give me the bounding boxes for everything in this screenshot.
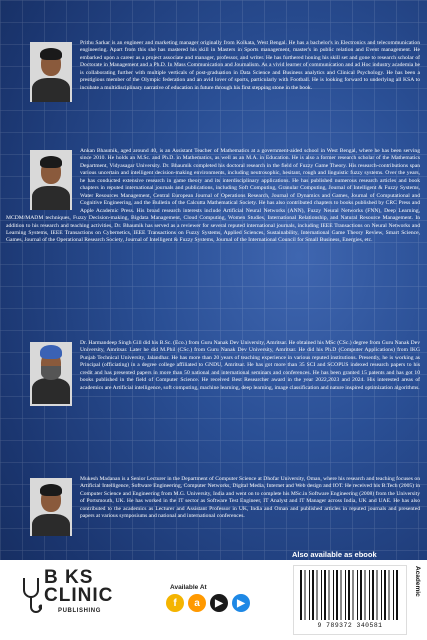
barcode-bar [389,570,390,620]
publisher-logo [16,568,146,632]
author-bio-text: Dr. Harmandeep Singh Gill did his B.Sc. (Eco.) from Guru Nanak Dev University, Amritsar. He obtained his MSc (CSc.) degree from Guru Nanak Dev University, Amritsar. Later he did M.Phil (CSc.) from Guru Nanak Dev University, Amritsar. He did his Ph.D (Computer Applications) from IKG Punjab Technical University, Jalandhar. He has more than 20 years of teaching experience in various reputed institutions. Presently, he is working as Principal (officiating) in a degree college affiliated to GNDU, Amritsar. He has got more than 35 SCI and SCOPUS indexed research papers to his credit and has presented papers in more than 50 national and international seminars and conferences. He has been granted 15 patents and has got 10 books published in the field of Computer Science. He received Best Researcher award in the year 2022,2023 and 2024. His interested areas of academics are Artificial intelligence, soft computing, machine learning, deep learning, image classification and nature inspired optimization algorithms. [80,340,420,391]
author-bio-text: Mukesh Madanan is a Senior Lecturer in the Department of Computer Science at Dhofar University, Oman, where his research and teaching focuses on Artificial Intelligence, Software Engineering, Computer Networks, Digital Media, Internet and Web design and IOT. He received his B.Tech (2005) in Computer Science and Engineering from M.G. University, India and went on to complete his MSc.in Software Engineering (2008) from the University of Portsmouth, UK. He has worked in the IT sector as Software Test Engineer, IT Analyst and IT Manager across India, UK and UAE. He has also contributed to the academics as Lecturer and Assistant Professor in UK, India and Oman and published articles in reputed journals and presented papers at various symposiums and national and international conferences. [80,476,420,520]
available-at-label: Available At [170,584,207,591]
barcode-bar [365,570,366,620]
author-bio-text: Ankan Bhaumik, aged around 40, is an Assistant Teacher of Mathematics at a government-aided school in West Bengal, where he has been serving since 2010. He holds an M.Sc. and Ph.D. in Mathematics, as well as an M.A. in Education. He is also a former research scholar of the Mathematics Department, Vidyasagar University. Dr. Bhaumik completed his doctoral research in the field of Fuzzy Game Theory. His research-contributions span various uncertain and intelligent decision-making environments, including neutrosophic, hesitant, rough and linguistic fuzzy systems. Over the years, he has conducted extensive research in game theory and its interdisciplinary applications. He has published numerous research articles and book chapters in reputed international journals and publications, including Soft Computing, Granular Computing, Journal of Intelligent & Fuzzy Systems, Water Resources Management, Central European Journal of Operations Research, Journal of Dynamics and Games, Journal of Computational and Cognitive Engineering, and the Bulletin of the Calcutta Mathematical Society. He has also contributed chapters to books published by CRC Press and Apple Academic Press. His broad research interests include Artificial Neural Networks (ANN), Fuzzy Neural Networks (FNN), Deep Learning, MCDM/MADM techniques, Fuzzy Decision-making, Bigdata Management, Cloud Computing, Women Studies, International Relationship, and Natural Resource Management. In addition to his research and teaching activities, Dr. Bhaumik has served as a reviewer for several reputed international journals, including IEEE Transactions on Neural Networks and Learning Systems, IEEE Transactions on Cybernetics, IEEE Transactions on Fuzzy Systems, Applied Sciences, Sustainability, International Game Theory Review, Smart Science, Games, Journal of the Operational Research Society, Journal of Intelligent & Fuzzy Systems, Journal of the International Council for Small Business, Energies, etc. [6,148,420,244]
author-bio-2 [6,148,420,245]
barcode-bar [329,570,330,620]
author-photo-1 [30,42,72,102]
barcode-bar [336,570,338,620]
barcode-bar [305,570,306,620]
kindle-icon: ▶ [232,594,250,612]
stethoscope-icon [20,576,42,616]
play-store-icon: ▶ [210,594,228,612]
barcode-bar [312,570,314,620]
ebook-note: Also available as ebook [292,550,377,559]
barcode-bar [300,570,302,620]
author-photo-3 [30,342,72,406]
isbn-barcode [293,565,407,635]
barcode-bar [369,570,370,620]
isbn-number: 9 789372 340581 [317,622,383,629]
category-label: Academic [414,566,421,597]
author-bio-4 [6,476,420,538]
barcode-bar [309,570,310,620]
store-icons [166,594,250,612]
barcode-bar [396,570,398,620]
barcode-bar [324,570,326,620]
publisher-subtitle: PUBLISHING [58,608,102,614]
barcode-bar [333,570,334,620]
author-photo-2 [30,150,72,210]
author-bio-1 [6,40,420,104]
publisher-name-line2: CLINIC [44,585,114,606]
barcode-bar [348,570,350,620]
barcode-bar [353,570,354,620]
publisher-name-line1: B KS [44,567,94,588]
barcode-bar [357,570,358,620]
barcode-bar [317,570,318,620]
amazon-icon: a [188,594,206,612]
barcode-bar [381,570,382,620]
author-bio-3 [6,340,420,408]
barcode-bar [384,570,386,620]
barcode-bar [372,570,374,620]
barcode-bar [360,570,362,620]
barcode-bar [321,570,322,620]
barcode-icon [298,570,402,620]
barcode-bar [393,570,394,620]
barcode-bar [341,570,342,620]
author-bio-text: Prithu Sarkar is an engineer and marketing manager originally from Kolkata, West Bengal. He has a bachelor's in Electronics and telecommunication engineering. Apart from this she has mastered his skill in Masters in Sports management, master's in public relation and Event management. He embarked upon a career as a project associate and manager, professor, and writer. He has furthered honing his skill set and gone to research scholar of Doctorate in Management and a Ph.D. In Mass Communication and Journalism. As a vivid learner of communication and ad Hoc industry academia he is collaborating further with multiple verticals of post-graduation in Data Science and Business analytics and Clinical Psychology. He has been a prestigious member of the Olympic federation and an avid lover of sports, particularly with Football. He is looking forward to underlying all KSA to incubate a multidisciplinary narrative of education in future through his first stepping stone in the book. [80,40,420,91]
flipkart-icon: f [166,594,184,612]
barcode-bar [345,570,346,620]
author-photo-4 [30,478,72,536]
barcode-bar [377,570,378,620]
